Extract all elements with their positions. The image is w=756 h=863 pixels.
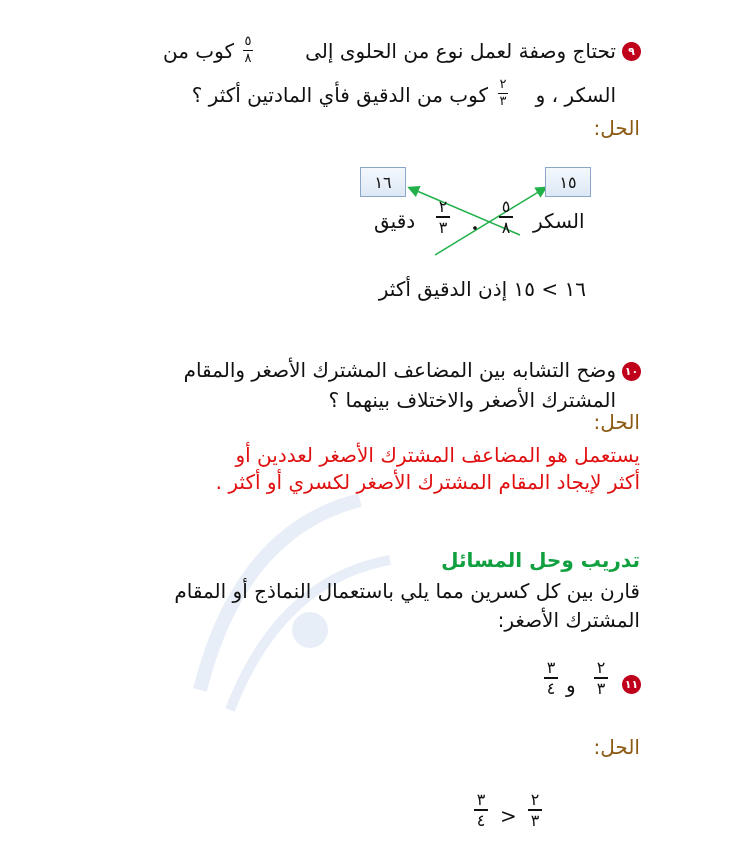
- question-9-number: ٩: [628, 45, 635, 58]
- q9-line2-start: السكر ، و: [535, 83, 616, 107]
- fraction-denominator: ٨: [244, 51, 252, 66]
- fraction-numerator: ٢: [438, 197, 448, 216]
- product-value-right: ١٥: [559, 172, 577, 192]
- q9-fraction-1: [243, 35, 253, 66]
- q10-answer-line2: أكثر لإيجاد المقام المشترك الأصغر لكسري أو أكثر .: [215, 470, 640, 494]
- diagram-word-left: دقيق: [374, 209, 416, 233]
- product-value-left: ١٦: [374, 172, 392, 192]
- question-10-number: ١٠: [624, 365, 639, 378]
- practice-heading: تدريب وحل المسائل: [441, 548, 640, 572]
- question-9-badge: [622, 42, 641, 61]
- fraction-numerator: ٣: [546, 658, 556, 677]
- q11-answer-right-fraction: [528, 791, 542, 829]
- q11-fraction-a: [594, 659, 608, 697]
- practice-line2: المشترك الأصغر:: [497, 608, 640, 632]
- product-box-left: [360, 167, 406, 197]
- fraction-numerator: ٥: [501, 197, 511, 216]
- q9-fraction-2: [498, 78, 508, 109]
- q9-solution-label: الحل:: [593, 116, 640, 140]
- q9-line1-end: كوب من: [163, 39, 234, 63]
- fraction-numerator: ٣: [476, 790, 486, 809]
- fraction-denominator: ٣: [438, 217, 448, 237]
- fraction-numerator: ٢: [499, 77, 507, 92]
- fraction-denominator: ٤: [476, 810, 486, 830]
- fraction-numerator: ٥: [244, 34, 252, 49]
- q9-conclusion: ١٦ > ١٥ إذن الدقيق أكثر: [378, 277, 586, 301]
- q11-fraction-b: [544, 659, 558, 697]
- fraction-denominator: ٣: [596, 678, 606, 698]
- q11-conjunction: و: [566, 673, 576, 697]
- diagram-word-right: السكر: [533, 209, 585, 233]
- diagram-fraction-right: [499, 198, 513, 236]
- q9-line1: تحتاج وصفة لعمل نوع من الحلوى إلى: [305, 39, 616, 63]
- fraction-denominator: ٣: [530, 810, 540, 830]
- q10-solution-label: الحل:: [593, 410, 640, 434]
- practice-line1: قارن بين كل كسرين مما يلي باستعمال النماذج أو المقام: [174, 579, 640, 603]
- diagram-fraction-left: [436, 198, 450, 236]
- q10-line1: وضح التشابه بين المضاعف المشترك الأصغر والمقام: [183, 358, 616, 382]
- fraction-denominator: ٣: [499, 94, 507, 109]
- q10-line2: المشترك الأصغر والاختلاف بينهما ؟: [328, 388, 616, 412]
- question-11-number: ١١: [624, 678, 639, 691]
- fraction-denominator: ٤: [546, 678, 556, 698]
- q11-answer-operator: >: [500, 804, 517, 828]
- fraction-denominator: ٨: [501, 217, 511, 237]
- fraction-numerator: ٢: [596, 658, 606, 677]
- product-box-right: [545, 167, 591, 197]
- question-10-badge: [622, 362, 641, 381]
- q10-answer-line1: يستعمل هو المضاعف المشترك الأصغر لعددين أو: [235, 443, 640, 467]
- fraction-numerator: ٢: [530, 790, 540, 809]
- q9-line2-end: كوب من الدقيق فأي المادتين أكثر ؟: [191, 83, 488, 107]
- q11-answer-left-fraction: [474, 791, 488, 829]
- q11-solution-label: الحل:: [593, 735, 640, 759]
- question-11-badge: [622, 675, 641, 694]
